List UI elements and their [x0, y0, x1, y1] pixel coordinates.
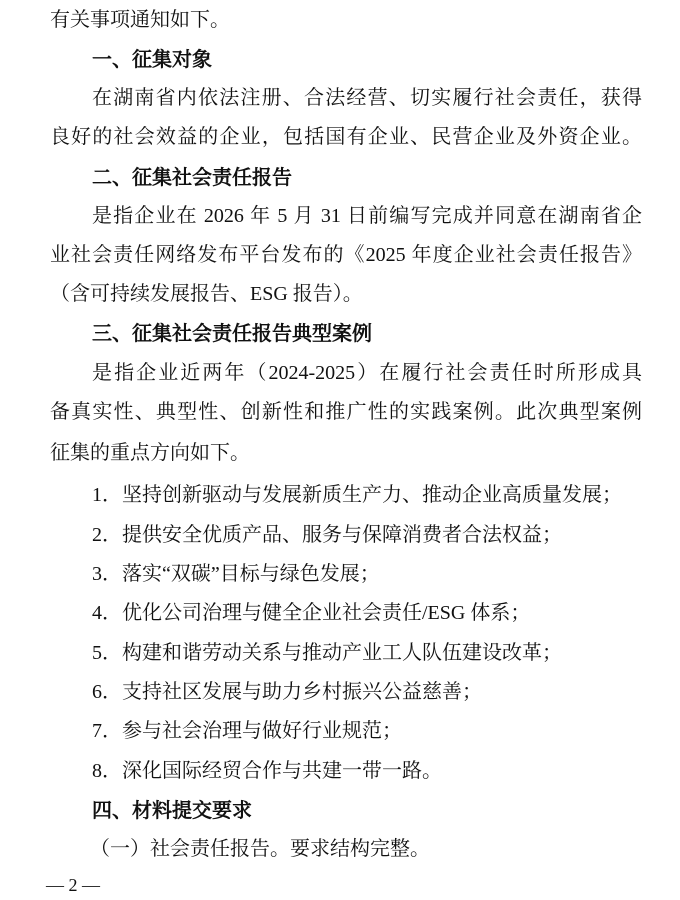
list-item: 7．参与社会治理与做好行业规范；: [92, 720, 402, 742]
paragraph-line: 良好的社会效益的企业，包括国有企业、民营企业及外资企业。: [50, 126, 642, 148]
list-item: 2．提供安全优质产品、服务与保障消费者合法权益；: [92, 524, 562, 546]
paragraph-line: （一）社会责任报告。要求结构完整。: [90, 838, 430, 860]
section-heading-3: 三、征集社会责任报告典型案例: [92, 321, 372, 345]
paragraph-line: 是指企业在 2026 年 5 月 31 日前编写完成并同意在湖南省企: [92, 205, 642, 227]
list-item: 4．优化公司治理与健全企业社会责任/ESG 体系；: [92, 602, 531, 624]
paragraph-line: 征集的重点方向如下。: [50, 442, 250, 464]
section-heading-1: 一、征集对象: [92, 47, 212, 71]
list-item: 3．落实“双碳”目标与绿色发展；: [92, 563, 380, 585]
list-item: 5．构建和谐劳动关系与推动产业工人队伍建设改革；: [92, 642, 562, 664]
section-heading-4: 四、材料提交要求: [92, 798, 252, 822]
list-item: 6．支持社区发展与助力乡村振兴公益慈善；: [92, 681, 482, 703]
list-item: 8．深化国际经贸合作与共建一带一路。: [92, 760, 442, 782]
list-item: 1．坚持创新驱动与发展新质生产力、推动企业高质量发展；: [92, 484, 622, 506]
page-number: — 2 —: [46, 875, 100, 895]
paragraph-line: 在湖南省内依法注册、合法经营、切实履行社会责任，获得: [92, 87, 642, 109]
paragraph-line: 有关事项通知如下。: [50, 9, 230, 31]
section-heading-2: 二、征集社会责任报告: [92, 165, 292, 189]
paragraph-line: 业社会责任网络发布平台发布的《2025 年度企业社会责任报告》: [50, 244, 642, 266]
paragraph-line: （含可持续发展报告、ESG 报告）。: [50, 283, 363, 305]
paragraph-line: 备真实性、典型性、创新性和推广性的实践案例。此次典型案例: [50, 401, 642, 423]
paragraph-line: 是指企业近两年（2024-2025）在履行社会责任时所形成具: [92, 362, 642, 384]
